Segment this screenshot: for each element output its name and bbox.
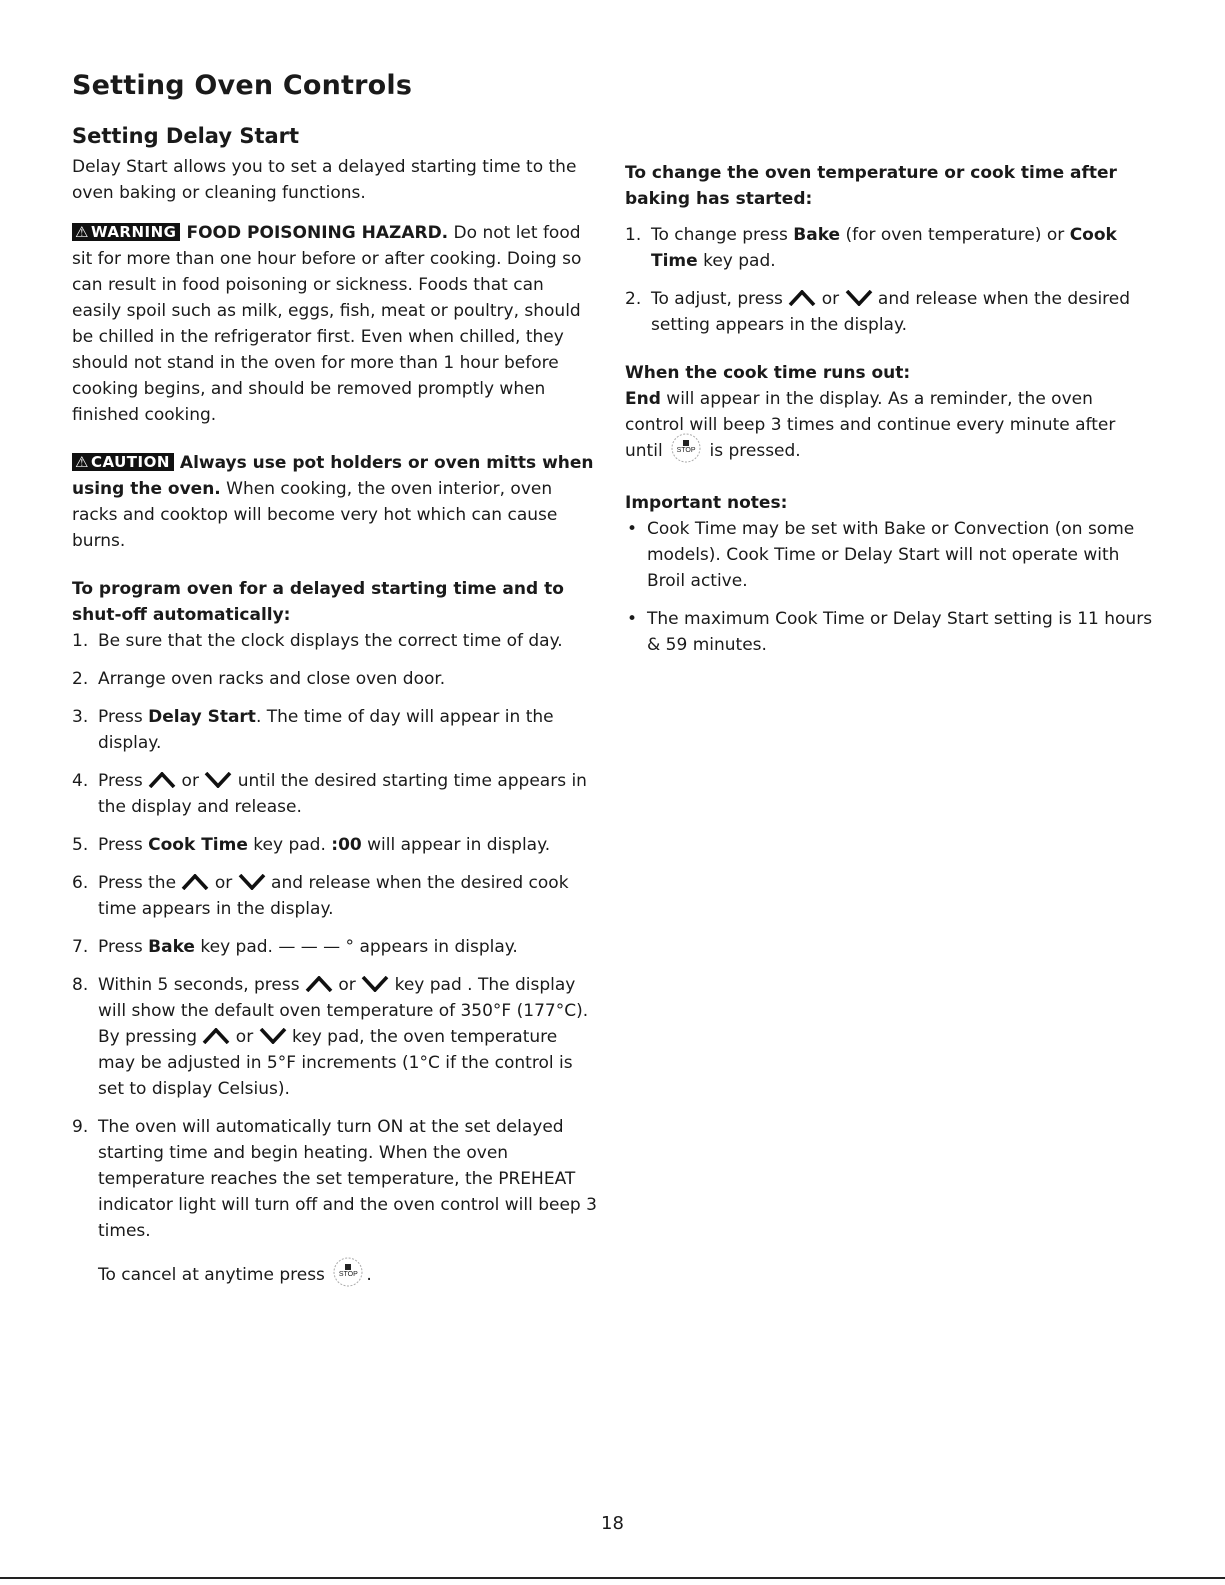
caution-paragraph <box>72 450 597 554</box>
step-number: 8. <box>72 975 89 995</box>
change-step-2 <box>625 286 1155 338</box>
up-arrow-icon <box>148 772 176 788</box>
step-8 <box>72 972 597 1102</box>
warning-badge-label: WARNING <box>90 223 177 241</box>
caution-badge <box>72 453 174 471</box>
section-title-delay-start: Setting Delay Start <box>72 124 300 148</box>
delay-start-steps <box>72 628 597 1244</box>
cancel-instruction <box>72 1262 597 1288</box>
cancel-text: To cancel at anytime press <box>98 1265 331 1285</box>
step-text: Press <box>98 771 149 791</box>
step-text: Press <box>98 835 149 855</box>
step-number: 2. <box>625 289 642 309</box>
bottom-rule <box>0 1577 1225 1579</box>
stop-label: STOP <box>676 447 696 454</box>
step-text: key pad. <box>697 251 776 271</box>
runs-out-body-end: is pressed. <box>704 441 801 461</box>
stop-label: STOP <box>338 1271 358 1278</box>
step-text: key pad, the oven temperature may be adjusted in 5°F increments (1°C if the control is set to display Celsius). <box>98 1027 573 1099</box>
notes-list <box>625 516 1155 658</box>
note-item: • The maximum Cook Time or Delay Start setting is 11 hours & 59 minutes. <box>625 606 1155 658</box>
stop-keypad-icon <box>332 1256 364 1288</box>
step-text: key pad. <box>247 835 332 855</box>
down-arrow-icon <box>238 874 266 890</box>
step-text: Be sure that the clock displays the correct time of day. <box>98 631 563 651</box>
up-arrow-icon <box>181 874 209 890</box>
step-9 <box>72 1114 597 1244</box>
step-text: To change press <box>651 225 794 245</box>
page-title: Setting Oven Controls <box>72 70 413 101</box>
step-text: or <box>209 873 238 893</box>
display-readout: :00 <box>331 835 362 855</box>
step-text: key pad . The display will show the default oven temperature of 350°F (177°C). By pressing <box>98 975 589 1047</box>
step-text: or <box>176 771 205 791</box>
down-arrow-icon <box>361 976 389 992</box>
down-arrow-icon <box>259 1028 287 1044</box>
step-text: To adjust, press <box>651 289 789 309</box>
warning-badge <box>72 223 180 241</box>
stop-keypad-icon <box>670 432 702 464</box>
caution-triangle-icon: ⚠ <box>75 453 89 471</box>
left-column <box>72 124 597 1288</box>
step-7 <box>72 934 597 960</box>
right-column <box>625 160 1155 670</box>
step-number: 4. <box>72 771 89 791</box>
step-2 <box>72 666 597 692</box>
step-text: key pad. — — — ° appears in display. <box>194 937 518 957</box>
step-text: or <box>333 975 362 995</box>
down-arrow-icon <box>845 290 873 306</box>
up-arrow-icon <box>305 976 333 992</box>
step-text: (for oven temperature) or <box>840 225 1070 245</box>
step-text: and release when the desired setting appears in the display. <box>651 289 1131 335</box>
runs-out-text <box>625 386 1155 464</box>
delay-start-intro: Delay Start allows you to set a delayed starting time to the oven baking or cleaning functions. <box>72 157 577 203</box>
step-6 <box>72 870 597 922</box>
change-steps <box>625 222 1155 338</box>
caution-badge-label: CAUTION <box>90 453 170 471</box>
change-heading: To change the oven temperature or cook time after baking has started: <box>625 163 1117 209</box>
step-text: Within 5 seconds, press <box>98 975 305 995</box>
runs-out-body: will appear in the display. As a reminder, the oven control will beep 3 times and continue every minute after until <box>625 389 1116 461</box>
step-text: until the desired starting time appears in the display and release. <box>98 771 587 817</box>
page-number: 18 <box>601 1513 624 1534</box>
warning-paragraph <box>72 220 597 428</box>
step-4 <box>72 768 597 820</box>
step-text: Press <box>98 937 149 957</box>
step-number: 7. <box>72 937 89 957</box>
step-text: or <box>816 289 845 309</box>
up-arrow-icon <box>202 1028 230 1044</box>
down-arrow-icon <box>204 772 232 788</box>
step-3 <box>72 704 597 756</box>
step-number: 1. <box>72 631 89 651</box>
key-bake: Bake <box>793 225 841 245</box>
key-delay-start: Delay Start <box>148 707 256 727</box>
up-arrow-icon <box>788 290 816 306</box>
cancel-text-end: . <box>366 1265 372 1285</box>
step-text: . The time of day will appear in the display. <box>98 707 554 753</box>
step-1 <box>72 628 597 654</box>
step-text: or <box>230 1027 259 1047</box>
key-cook-time: Cook Time <box>651 225 1117 271</box>
step-text: will appear in display. <box>361 835 551 855</box>
step-number: 1. <box>625 225 642 245</box>
change-step-1 <box>625 222 1155 274</box>
step-number: 5. <box>72 835 89 855</box>
display-end: End <box>625 389 661 409</box>
step-text: and release when the desired cook time appears in the display. <box>98 873 569 919</box>
step-5 <box>72 832 597 858</box>
step-number: 2. <box>72 669 89 689</box>
step-number: 9. <box>72 1117 89 1137</box>
key-bake: Bake <box>148 937 195 957</box>
step-text: Arrange oven racks and close oven door. <box>98 669 446 689</box>
step-text: Press the <box>98 873 182 893</box>
caution-text: When cooking, the oven interior, oven racks and cooktop will become very hot which can cause burns. <box>72 479 558 551</box>
step-text: The oven will automatically turn ON at the set delayed starting time and begin heating. When the oven temperature reaches the set temperature, the PREHEAT indicator light will turn off and the oven control will beep 3 times. <box>98 1117 597 1241</box>
warning-text: Do not let food sit for more than one hour before or after cooking. Doing so can result in food poisoning or sickness. Foods that can easily spoil such as milk, eggs, fish, meat or poultry, should be chilled in the refrigerator first. Even when chilled, they should not stand in the oven for more than 1 hour before cooking begins, and should be removed promptly when finished cooking. <box>72 223 582 425</box>
warning-triangle-icon: ⚠ <box>75 223 89 241</box>
step-text: Press <box>98 707 149 727</box>
caution-lead: Always use pot holders or oven mitts when using the oven. <box>72 453 594 499</box>
step-number: 6. <box>72 873 89 893</box>
runs-out-heading: When the cook time runs out: <box>625 363 911 383</box>
key-cook-time: Cook Time <box>148 835 248 855</box>
warning-lead: FOOD POISONING HAZARD. <box>186 223 449 243</box>
step-number: 3. <box>72 707 89 727</box>
notes-heading: Important notes: <box>625 493 788 513</box>
program-heading: To program oven for a delayed starting time and to shut-off automatically: <box>72 579 564 625</box>
note-item: • Cook Time may be set with Bake or Convection (on some models). Cook Time or Delay Start will not operate with Broil active. <box>625 516 1155 594</box>
